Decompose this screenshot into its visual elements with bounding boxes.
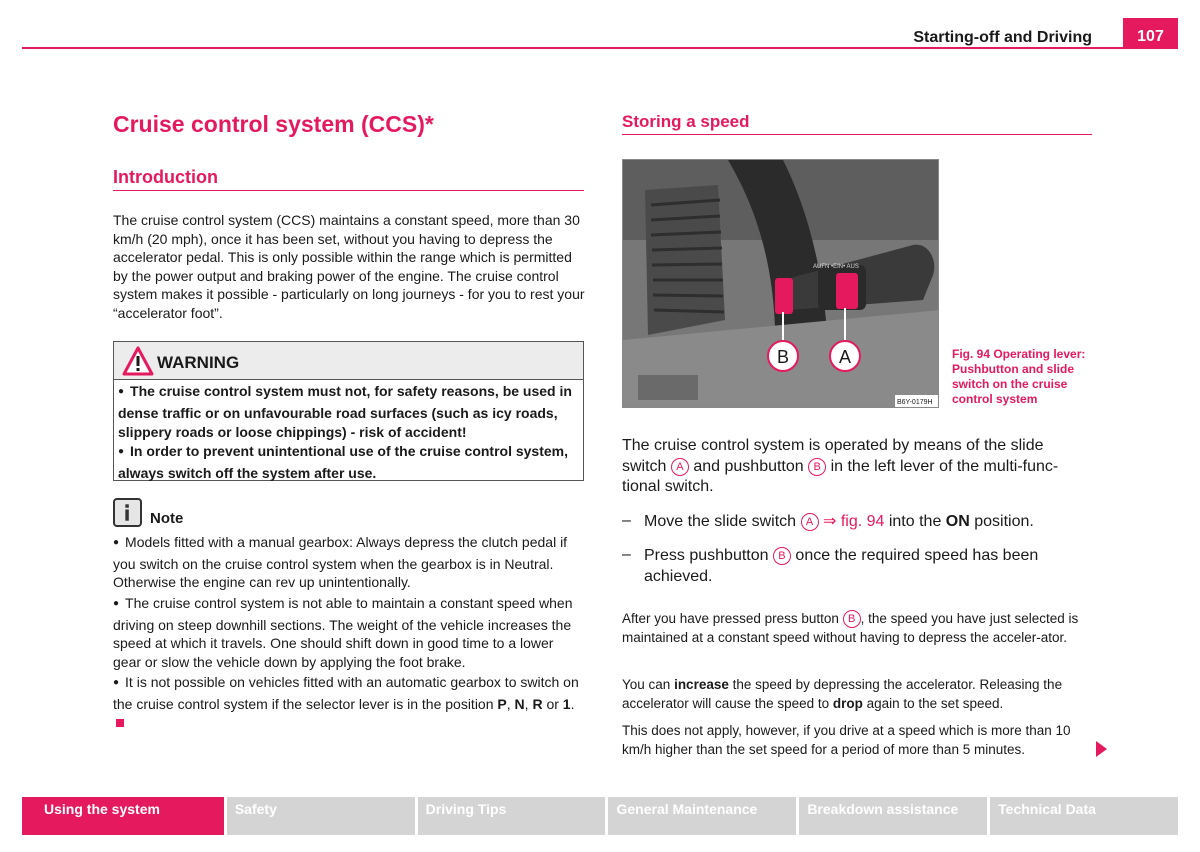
lever-text: AUFN •EIN• AUS — [813, 264, 859, 270]
header-rule — [22, 47, 1178, 49]
warning-triangle-icon — [122, 346, 154, 376]
figure-label-a: A — [838, 347, 852, 367]
step-dash: – — [622, 512, 631, 529]
note-item: ● Models fitted with a manual gearbox: Always depress the clutch pedal if you switch on the cruise control system when the gearbox is in Neutral. Otherwise the engine can rev up unintentionally. — [113, 533, 585, 592]
lever-illustration — [623, 160, 939, 408]
callout-b-icon: B — [773, 547, 791, 565]
section-heading: Storing a speed — [622, 112, 750, 131]
note-title: Note — [150, 510, 184, 527]
page-number: 107 — [1123, 18, 1178, 49]
tab-safety[interactable]: Safety — [227, 797, 415, 835]
callout-b-icon: B — [843, 610, 861, 628]
callout-a-icon: A — [801, 513, 819, 531]
tab-technical-data[interactable]: Technical Data — [990, 797, 1178, 835]
limit-paragraph: This does not apply, however, if you drive at a speed which is more than 10 km/h higher than the set speed for a period of more than 5 minutes. — [622, 723, 1071, 757]
tab-driving-tips[interactable]: Driving Tips — [418, 797, 606, 835]
figure-94 — [622, 159, 939, 408]
figure-code: B6Y-0179H — [897, 399, 933, 406]
warning-header — [114, 342, 583, 380]
step-dash: – — [622, 546, 631, 563]
figure-caption: Fig. 94 Operating lever: Pushbutton and slide switch on the cruise control system — [952, 347, 1086, 406]
running-header-title: Starting-off and Driving — [913, 29, 1092, 46]
figure-label-b: B — [776, 347, 790, 367]
increase-paragraph: You can increase the speed by depressing the accelerator. Releasing the accelerator will cause the speed to drop again to the set speed. — [622, 677, 1063, 711]
page-title: Cruise control system (CCS)* — [113, 111, 434, 137]
tab-breakdown-assistance[interactable]: Breakdown assistance — [799, 797, 987, 835]
callout-b-icon: B — [808, 458, 826, 476]
operation-paragraph: The cruise control system is operated by means of the slide switch A and pushbutton B in the left lever of the multi-func-tional switch. — [622, 437, 1059, 495]
end-square-icon — [116, 719, 124, 727]
step-1: Move the slide switch A ⇒ fig. 94 into the ON position. — [644, 513, 1034, 530]
warning-box — [113, 341, 584, 481]
tab-general-maintenance[interactable]: General Maintenance — [608, 797, 796, 835]
continue-arrow-icon — [1096, 741, 1107, 757]
step-2: Press pushbutton B once the required speed has been achieved. — [644, 547, 1039, 585]
callout-a-icon: A — [671, 458, 689, 476]
note-item: ● It is not possible on vehicles fitted with an automatic gearbox to switch on the cruise control system if the selector lever is in the position P, N, R or 1. — [113, 673, 585, 732]
warning-item: ● The cruise control system must not, for safety reasons, be used in dense traffic or on unfavourable road surfaces (such as icy roads, slippery roads or loose chippings) - risk of accident! — [118, 382, 580, 441]
intro-heading-rule — [113, 190, 584, 191]
fig-94-link[interactable]: ⇒ fig. 94 — [818, 513, 885, 530]
after-press-paragraph: After you have pressed press button B , the speed you have just selected is maintained at a constant speed without having to depress the acceler-ator. — [622, 611, 1079, 645]
section-heading-rule — [622, 134, 1092, 135]
info-note-icon — [113, 498, 142, 527]
warning-item: ● In order to prevent unintentional use of the cruise control system, always switch off the system after use. — [118, 442, 580, 483]
note-item: ● The cruise control system is not able to maintain a constant speed when driving on steep downhill sections. The weight of the vehicle increases the speed at which it travels. One should shift down in good time to a lower gear or slow the vehicle down by applying the foot brake. — [113, 594, 585, 671]
chapter-tabs — [22, 797, 1178, 835]
intro-paragraph: The cruise control system (CCS) maintains a constant speed, more than 30 km/h (20 mph), once it has been set, without you having to depress the accelerator pedal. This is only possible within the range which is permitted by the power output and braking power of the engine. The cruise control system makes it possible - particularly on long journeys - for you to rest your “accelerator foot”. — [113, 212, 585, 321]
intro-heading: Introduction — [113, 167, 218, 187]
warning-title: WARNING — [157, 353, 240, 372]
tab-using-the-system[interactable]: Using the system — [22, 797, 224, 835]
